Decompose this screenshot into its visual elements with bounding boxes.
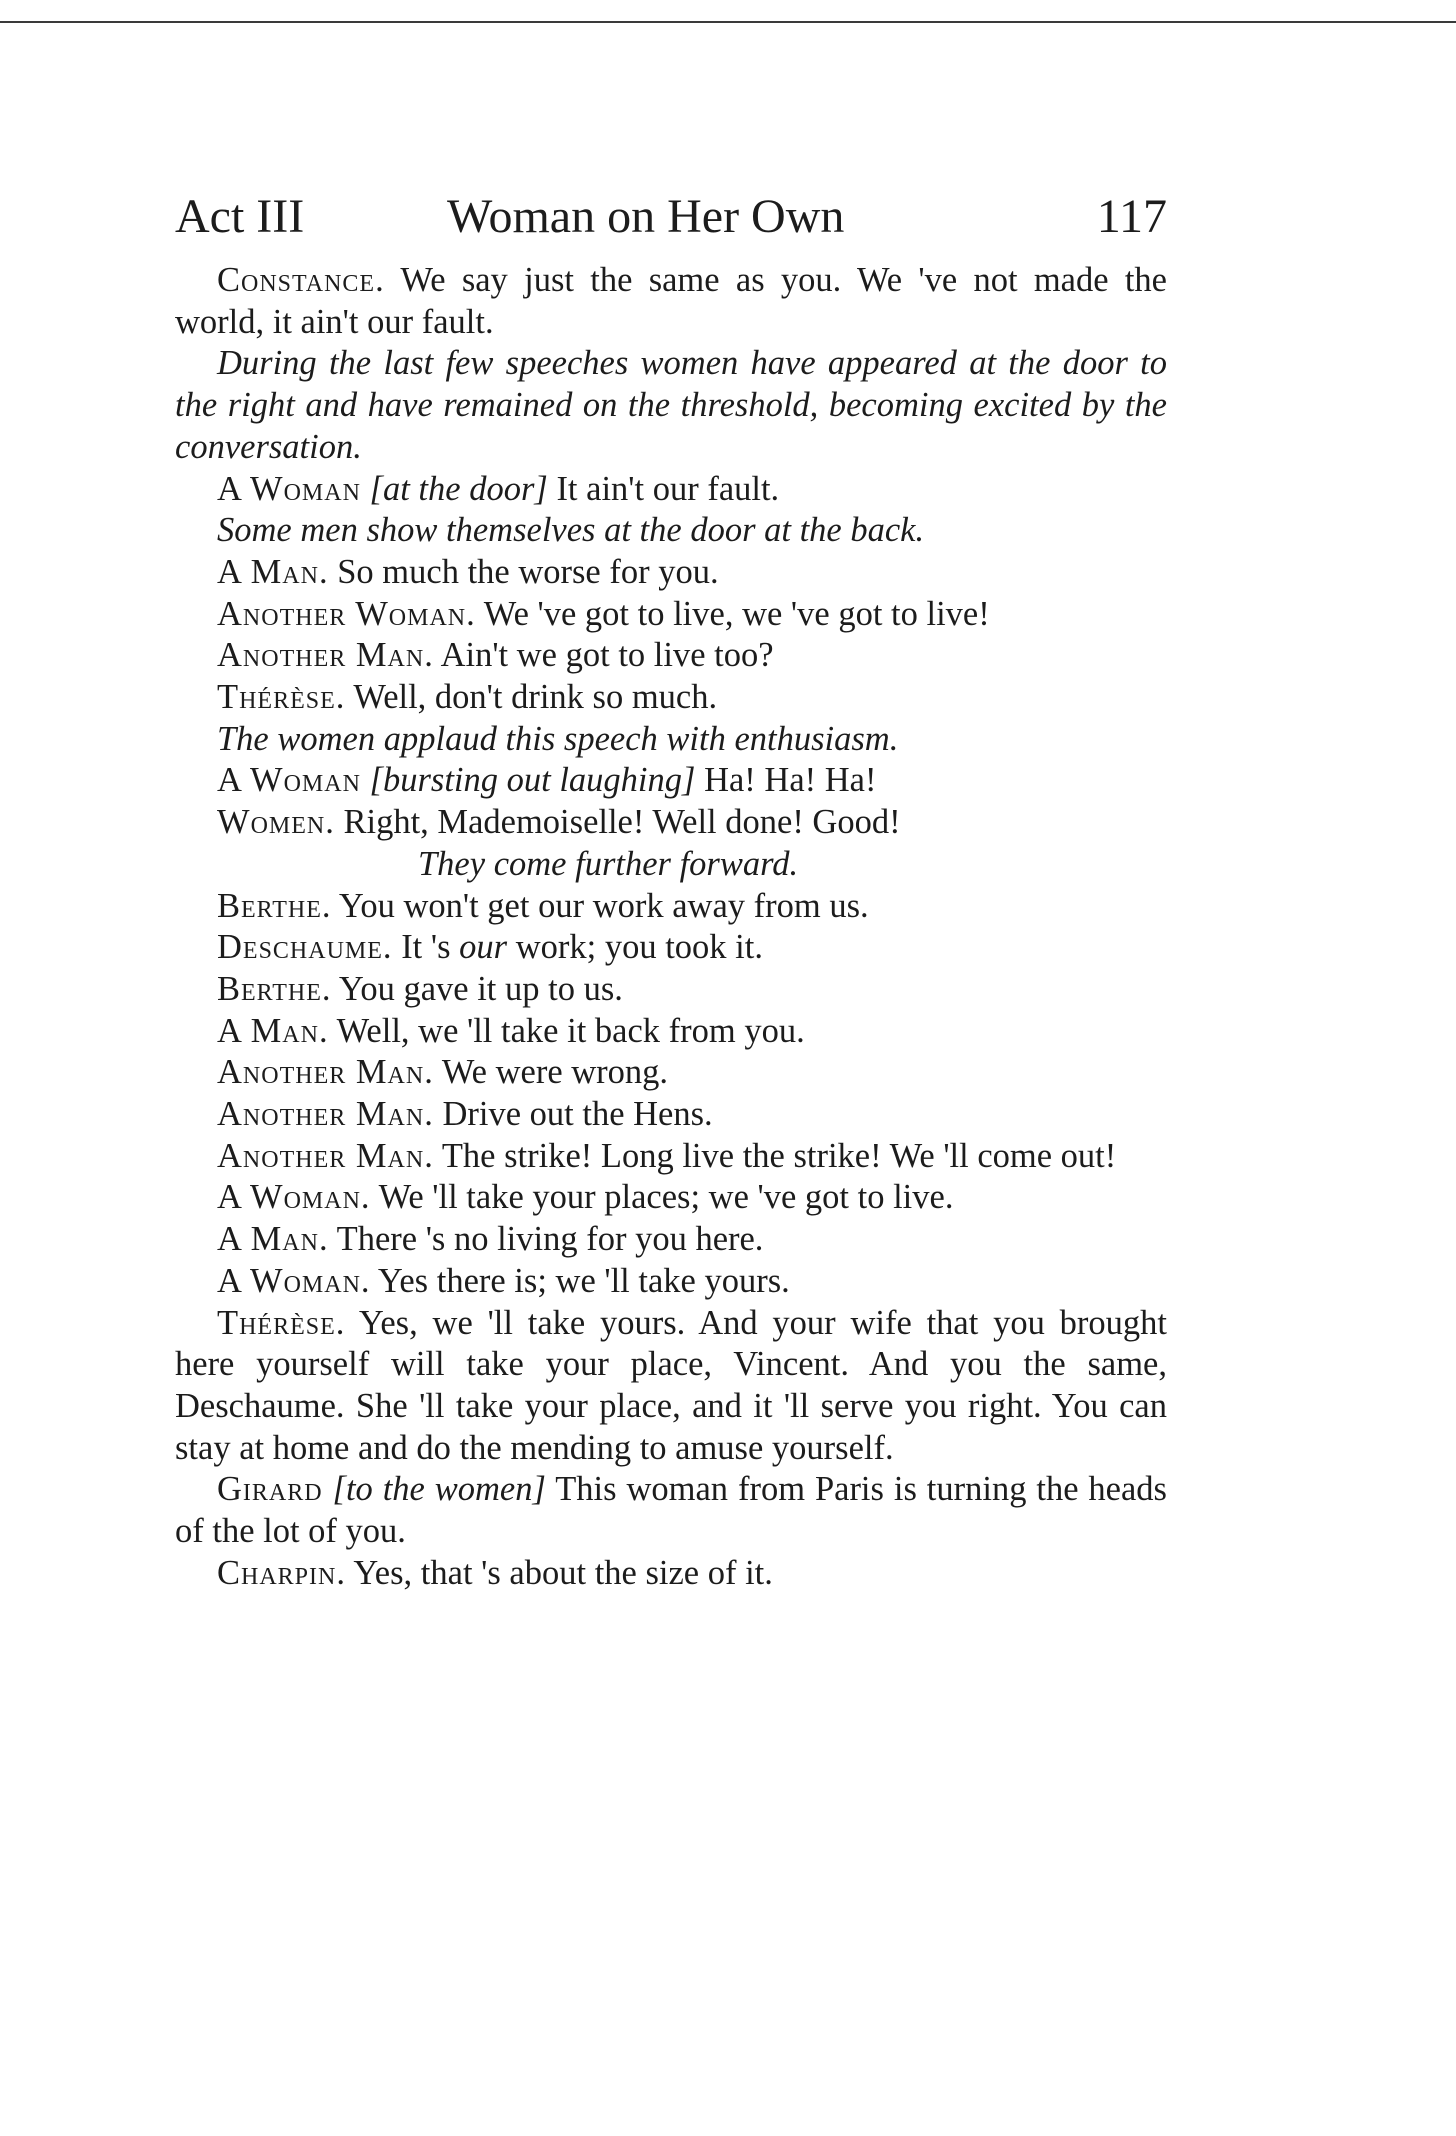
stage-direction-centered: They come further forward. xyxy=(418,844,799,883)
speaker-name: A Woman. xyxy=(217,1261,371,1300)
speaker-name: Thérèse. xyxy=(217,678,346,717)
speech-another-man xyxy=(175,1052,1167,1094)
speech-text: Yes, that 's about the size of it. xyxy=(353,1553,773,1592)
speech-girard xyxy=(175,1469,1167,1552)
speech-text: We 'll take your places; we 've got to live. xyxy=(378,1178,954,1217)
speaker-name: Charpin. xyxy=(217,1553,346,1592)
speaker-name: Berthe. xyxy=(217,886,332,925)
speech-a-woman xyxy=(175,760,1167,802)
speaker-name: A Man. xyxy=(217,552,329,591)
speech-a-woman xyxy=(175,469,1167,511)
speech-a-man xyxy=(175,552,1167,594)
page-number: 117 xyxy=(1096,190,1167,243)
speech-a-man xyxy=(175,1011,1167,1053)
speech-a-man xyxy=(175,1219,1167,1261)
speech-text: Well, don't drink so much. xyxy=(353,678,718,717)
speech-text: You won't get our work away from us. xyxy=(338,886,869,925)
speech-text: It ain't our fault. xyxy=(556,469,780,508)
play-text xyxy=(175,260,1167,1595)
stage-direction: Some men show themselves at the door at the back. xyxy=(217,511,925,550)
inline-direction: [at the door] xyxy=(369,469,548,508)
speech-text: We were wrong. xyxy=(441,1053,669,1092)
speech-berthe xyxy=(175,886,1167,928)
speech-emphasis: our xyxy=(459,928,508,967)
speech-another-man xyxy=(175,1136,1167,1178)
speech-text: work; you took it. xyxy=(515,928,763,967)
speech-women xyxy=(175,802,1167,844)
speech-text: Ain't we got to live too? xyxy=(440,636,774,675)
speaker-name: Berthe. xyxy=(217,969,332,1008)
speaker-name: A Woman xyxy=(217,469,361,508)
running-head xyxy=(175,186,1167,248)
stage-direction: During the last few speeches women have appeared at the door to the right and have remained on the threshold, becoming excited by the conversation. xyxy=(175,344,1167,466)
speech-a-woman xyxy=(175,1177,1167,1219)
speech-text: Well, we 'll take it back from you. xyxy=(336,1011,805,1050)
speech-text: Ha! Ha! Ha! xyxy=(704,761,877,800)
speech-text: Yes, we 'll take yours. And your wife that you brought here yourself will take your place, Vincent. And you the same, Deschaume. She 'll take your place, and it 'll serve you right. You can stay at home and do the mending to amuse yourself. xyxy=(175,1303,1167,1467)
speech-text: Right, Mademoiselle! Well done! Good! xyxy=(343,803,901,842)
speech-another-man xyxy=(175,635,1167,677)
speech-text: There 's no living for you here. xyxy=(336,1220,764,1259)
speaker-name: Thérèse. xyxy=(217,1303,346,1342)
speaker-name: Constance. xyxy=(217,261,385,299)
speaker-name: Another Man. xyxy=(217,636,434,675)
speech-a-woman xyxy=(175,1261,1167,1303)
speech-therese xyxy=(175,1303,1167,1470)
speaker-name: Deschaume. xyxy=(217,928,393,967)
stage-direction: The women applaud this speech with enthusiasm. xyxy=(217,719,899,758)
speech-another-woman xyxy=(175,594,1167,636)
speech-text: Yes there is; we 'll take yours. xyxy=(377,1261,790,1300)
speaker-name: Girard xyxy=(217,1470,323,1509)
inline-direction: [bursting out laughing] xyxy=(369,761,696,800)
speech-deschaume xyxy=(175,927,1167,969)
speech-text: This woman from Paris is turning the heads of the lot of you. xyxy=(175,1470,1167,1551)
speaker-name: A Woman. xyxy=(217,1178,371,1217)
speech-text: We 've got to live, we 've got to live! xyxy=(483,594,990,633)
speech-text: The strike! Long live the strike! We 'll come out! xyxy=(441,1136,1117,1175)
speech-text: It 's xyxy=(401,928,451,967)
running-head-act: Act III xyxy=(175,190,305,243)
inline-direction: [to the women] xyxy=(332,1470,546,1509)
speech-therese xyxy=(175,677,1167,719)
speech-text: We say just the same as you. We 've not made the world, it ain't our fault. xyxy=(175,261,1167,341)
speech-another-man xyxy=(175,1094,1167,1136)
speaker-name: A Man. xyxy=(217,1220,329,1259)
speaker-name: Another Man. xyxy=(217,1095,434,1134)
running-head-title: Woman on Her Own xyxy=(447,190,845,243)
speaker-name: Another Man. xyxy=(217,1053,434,1092)
speaker-name: Another Woman. xyxy=(217,594,476,633)
speech-constance xyxy=(175,260,1167,343)
speech-text: So much the worse for you. xyxy=(337,552,719,591)
speaker-name: Another Man. xyxy=(217,1136,434,1175)
speech-text: Drive out the Hens. xyxy=(442,1095,713,1134)
speech-text: You gave it up to us. xyxy=(338,969,623,1008)
speaker-name: Women. xyxy=(217,803,335,842)
speaker-name: A Man. xyxy=(217,1011,329,1050)
speech-charpin xyxy=(175,1553,1167,1595)
book-page xyxy=(175,186,1167,1595)
top-rule xyxy=(0,21,1456,23)
speech-berthe xyxy=(175,969,1167,1011)
speaker-name: A Woman xyxy=(217,761,361,800)
